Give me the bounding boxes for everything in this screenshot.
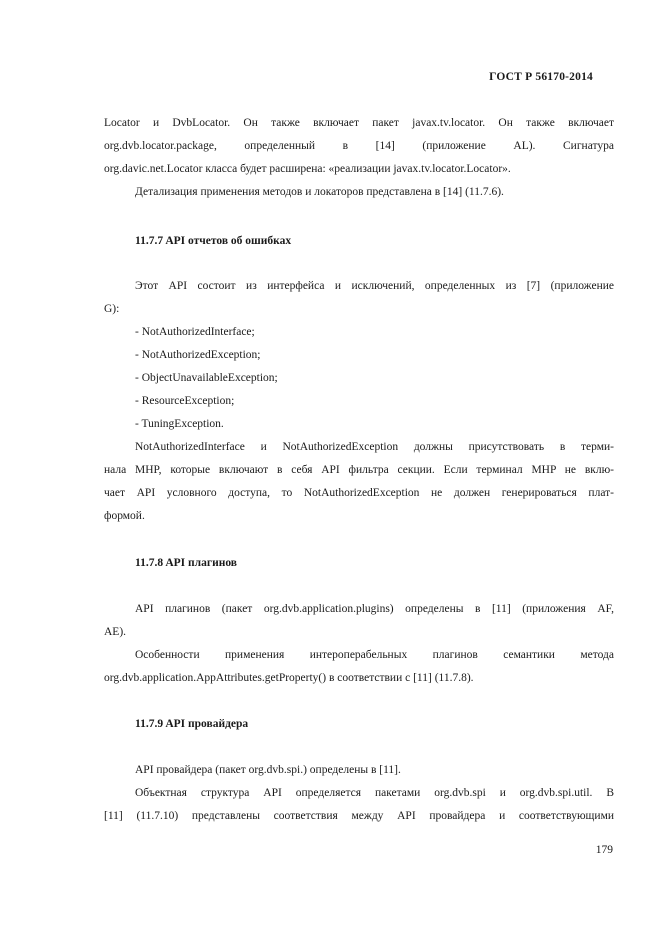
list-item: - ObjectUnavailableException; (135, 372, 278, 384)
text-line: нала MHP, которые включают в себя API фильтра секции. Если терминал MHP не вклю- (104, 464, 614, 476)
text-line: API провайдера (пакет org.dvb.spi.) определены в [11]. (135, 764, 401, 776)
text-line: org.dvb.application.AppAttributes.getProperty() в соответствии с [11] (11.7.8). (104, 672, 474, 684)
text-line: чает API условного доступа, то NotAuthorizedException не должен генерироваться плат- (104, 487, 614, 499)
text-line: API плагинов (пакет org.dvb.application.plugins) определены в [11] (приложения AF, (135, 603, 614, 615)
page-number: 179 (595, 844, 613, 856)
list-item: - TuningException. (135, 418, 224, 430)
text-line: Детализация применения методов и локаторов представлена в [14] (11.7.6). (135, 186, 504, 198)
section-heading: 11.7.9 API провайдера (135, 718, 249, 730)
text-line: Этот API состоит из интерфейса и исключений, определенных из [7] (приложение (135, 280, 614, 292)
list-item: - NotAuthorizedInterface; (135, 326, 255, 338)
text-line: org.dvb.locator.package, определенный в [14] (приложение AL). Сигнатура (104, 140, 614, 152)
text-line: Объектная структура API определяется пакетами org.dvb.spi и org.dvb.spi.util. В (135, 787, 614, 799)
list-item: - ResourceException; (135, 395, 235, 407)
text-line: формой. (104, 510, 145, 522)
text-line: Locator и DvbLocator. Он также включает пакет javax.tv.locator. Он также включает (104, 117, 614, 129)
text-line: org.davic.net.Locator класса будет расширена: «реализации javax.tv.locator.Locator». (104, 163, 511, 175)
text-line: Особенности применения интероперабельных плагинов семантики метода (135, 649, 614, 661)
text-line: NotAuthorizedInterface и NotAuthorizedException должны присутствовать в терми- (135, 441, 614, 453)
section-heading: 11.7.7 API отчетов об ошибках (135, 235, 292, 247)
text-line: G): (104, 303, 120, 315)
text-line: AE). (104, 626, 127, 638)
list-item: - NotAuthorizedException; (135, 349, 261, 361)
section-heading: 11.7.8 API плагинов (135, 557, 238, 569)
text-line: [11] (11.7.10) представлены соответствия между API провайдера и соответствующими (104, 810, 614, 822)
document-header: ГОСТ Р 56170-2014 (489, 71, 593, 83)
